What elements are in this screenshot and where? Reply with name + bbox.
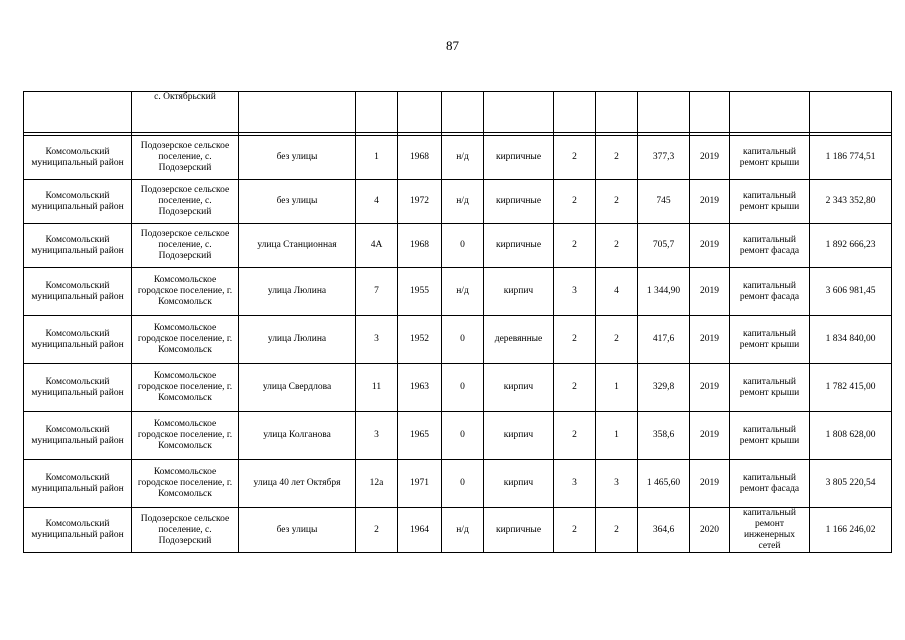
- continuation-row: [24, 92, 892, 133]
- value-cell: н/д: [442, 268, 484, 316]
- table-row: [24, 364, 892, 412]
- entrances-cell: 2: [596, 180, 638, 224]
- house-number-cell: 4: [356, 180, 398, 224]
- area-cell: 329,8: [638, 364, 690, 412]
- entrances-cell: 2: [596, 508, 638, 553]
- house-number-cell: 7: [356, 268, 398, 316]
- table-body: [24, 92, 892, 553]
- work-type-cell: капитальный ремонт крыши: [730, 412, 810, 460]
- area-cell: 705,7: [638, 224, 690, 268]
- work-type-cell: капитальный ремонт крыши: [730, 180, 810, 224]
- district-cell: Комсомольский муниципальный район: [24, 364, 132, 412]
- plan-year-cell: 2019: [690, 268, 730, 316]
- year-cell: 1965: [398, 412, 442, 460]
- year-cell: 1968: [398, 136, 442, 180]
- plan-year-cell: 2019: [690, 460, 730, 508]
- cost-cell: 1 186 774,51: [810, 136, 892, 180]
- area-cell: 1 465,60: [638, 460, 690, 508]
- table-row: [24, 412, 892, 460]
- plan-year-cell: 2019: [690, 316, 730, 364]
- entrances-cell: 1: [596, 364, 638, 412]
- wall-material-cell: кирпичные: [484, 508, 554, 553]
- cost-cell: 2 343 352,80: [810, 180, 892, 224]
- table-row: [24, 268, 892, 316]
- work-type-cell: капитальный ремонт крыши: [730, 364, 810, 412]
- cost-cell: 1 834 840,00: [810, 316, 892, 364]
- value-cell: 0: [442, 460, 484, 508]
- plan-year-cell: 2019: [690, 364, 730, 412]
- plan-year-cell: 2019: [690, 224, 730, 268]
- district-cell: Комсомольский муниципальный район: [24, 412, 132, 460]
- area-cell: 358,6: [638, 412, 690, 460]
- value-cell: н/д: [442, 508, 484, 553]
- district-cell: Комсомольский муниципальный район: [24, 136, 132, 180]
- entrances-cell: 4: [596, 268, 638, 316]
- street-cell: без улицы: [239, 180, 356, 224]
- table-row: [24, 460, 892, 508]
- floors-cell: 2: [554, 364, 596, 412]
- district-cell: Комсомольский муниципальный район: [24, 268, 132, 316]
- table-row: [24, 180, 892, 224]
- entrances-cell: 2: [596, 224, 638, 268]
- house-number-cell: 2: [356, 508, 398, 553]
- house-number-cell: 3: [356, 412, 398, 460]
- floors-cell: 3: [554, 460, 596, 508]
- year-cell: 1971: [398, 460, 442, 508]
- entrances-cell: 3: [596, 460, 638, 508]
- page-number: 87: [446, 38, 459, 53]
- year-cell: 1964: [398, 508, 442, 553]
- wall-material-cell: кирпичные: [484, 136, 554, 180]
- wall-material-cell: кирпич: [484, 412, 554, 460]
- district-cell: Комсомольский муниципальный район: [24, 316, 132, 364]
- district-cell: Комсомольский муниципальный район: [24, 180, 132, 224]
- street-cell: без улицы: [239, 508, 356, 553]
- street-cell: без улицы: [239, 136, 356, 180]
- table-row: [24, 136, 892, 180]
- plan-year-cell: 2020: [690, 508, 730, 553]
- year-cell: 1952: [398, 316, 442, 364]
- value-cell: 0: [442, 224, 484, 268]
- house-number-cell: 11: [356, 364, 398, 412]
- settlement-cell: с. Октябрьский: [132, 92, 239, 133]
- cost-cell: 1 166 246,02: [810, 508, 892, 553]
- plan-year-cell: 2019: [690, 412, 730, 460]
- settlement-cell: Комсомольское городское поселение, г. Комсомольск: [132, 316, 239, 364]
- year-cell: 1963: [398, 364, 442, 412]
- district-cell: Комсомольский муниципальный район: [24, 508, 132, 553]
- floors-cell: 2: [554, 508, 596, 553]
- cost-cell: 1 782 415,00: [810, 364, 892, 412]
- area-cell: 417,6: [638, 316, 690, 364]
- district-cell: Комсомольский муниципальный район: [24, 224, 132, 268]
- street-cell: улица Люлина: [239, 316, 356, 364]
- work-type-cell: капитальный ремонт крыши: [730, 316, 810, 364]
- wall-material-cell: кирпичные: [484, 224, 554, 268]
- settlement-cell: Комсомольское городское поселение, г. Комсомольск: [132, 268, 239, 316]
- floors-cell: 2: [554, 316, 596, 364]
- district-cell: [24, 92, 132, 133]
- wall-material-cell: кирпичные: [484, 180, 554, 224]
- table-row: [24, 224, 892, 268]
- street-cell: улица Свердлова: [239, 364, 356, 412]
- work-type-cell: капитальный ремонт инженерных сетей: [730, 508, 810, 553]
- entrances-cell: 2: [596, 136, 638, 180]
- house-number-cell: 1: [356, 136, 398, 180]
- table-row: [24, 508, 892, 553]
- cost-cell: 1 808 628,00: [810, 412, 892, 460]
- housing-repair-table: [23, 91, 892, 553]
- settlement-cell: Подозерское сельское поселение, с. Подозерский: [132, 224, 239, 268]
- house-number-cell: 12а: [356, 460, 398, 508]
- settlement-cell: Комсомольское городское поселение, г. Комсомольск: [132, 364, 239, 412]
- wall-material-cell: кирпич: [484, 268, 554, 316]
- cost-cell: 3 805 220,54: [810, 460, 892, 508]
- table-row: [24, 316, 892, 364]
- value-cell: 0: [442, 364, 484, 412]
- wall-material-cell: деревянные: [484, 316, 554, 364]
- district-cell: Комсомольский муниципальный район: [24, 460, 132, 508]
- plan-year-cell: 2019: [690, 180, 730, 224]
- street-cell: улица 40 лет Октября: [239, 460, 356, 508]
- settlement-cell: Комсомольское городское поселение, г. Комсомольск: [132, 460, 239, 508]
- value-cell: н/д: [442, 180, 484, 224]
- street-cell: улица Станционная: [239, 224, 356, 268]
- plan-year-cell: 2019: [690, 136, 730, 180]
- area-cell: 1 344,90: [638, 268, 690, 316]
- value-cell: 0: [442, 412, 484, 460]
- settlement-cell: Подозерское сельское поселение, с. Подозерский: [132, 180, 239, 224]
- area-cell: 745: [638, 180, 690, 224]
- settlement-cell: Подозерское сельское поселение, с. Подозерский: [132, 136, 239, 180]
- wall-material-cell: кирпич: [484, 460, 554, 508]
- settlement-cell: Подозерское сельское поселение, с. Подозерский: [132, 508, 239, 553]
- entrances-cell: 2: [596, 316, 638, 364]
- house-number-cell: 4А: [356, 224, 398, 268]
- area-cell: 364,6: [638, 508, 690, 553]
- work-type-cell: капитальный ремонт фасада: [730, 224, 810, 268]
- cost-cell: 1 892 666,23: [810, 224, 892, 268]
- house-number-cell: 3: [356, 316, 398, 364]
- floors-cell: 2: [554, 224, 596, 268]
- year-cell: 1972: [398, 180, 442, 224]
- work-type-cell: капитальный ремонт фасада: [730, 460, 810, 508]
- value-cell: 0: [442, 316, 484, 364]
- settlement-cell: Комсомольское городское поселение, г. Комсомольск: [132, 412, 239, 460]
- floors-cell: 3: [554, 268, 596, 316]
- year-cell: 1968: [398, 224, 442, 268]
- area-cell: 377,3: [638, 136, 690, 180]
- year-cell: 1955: [398, 268, 442, 316]
- entrances-cell: 1: [596, 412, 638, 460]
- wall-material-cell: кирпич: [484, 364, 554, 412]
- work-type-cell: капитальный ремонт крыши: [730, 136, 810, 180]
- work-type-cell: капитальный ремонт фасада: [730, 268, 810, 316]
- floors-cell: 2: [554, 136, 596, 180]
- street-cell: улица Люлина: [239, 268, 356, 316]
- floors-cell: 2: [554, 180, 596, 224]
- floors-cell: 2: [554, 412, 596, 460]
- value-cell: н/д: [442, 136, 484, 180]
- cost-cell: 3 606 981,45: [810, 268, 892, 316]
- street-cell: улица Колганова: [239, 412, 356, 460]
